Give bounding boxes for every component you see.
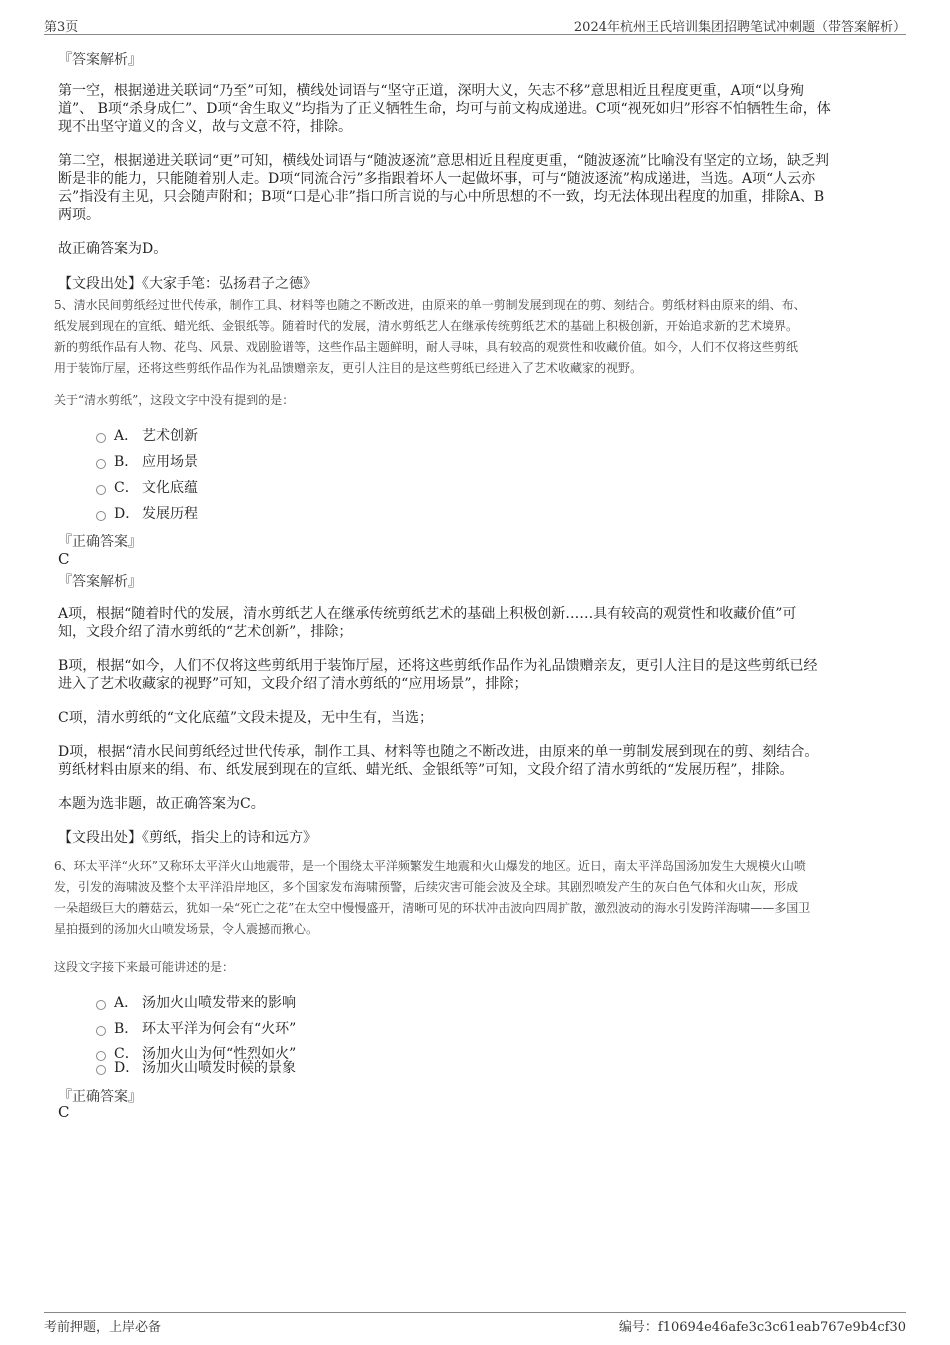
option-text: 汤加火山喷发时候的景象 bbox=[142, 1060, 296, 1076]
option-letter: B． bbox=[114, 1021, 139, 1037]
text-line: A项，根据“随着时代的发展，清水剪纸艺人在继承传统剪纸艺术的基础上积极创新……具有较高的观赏性和收藏价值”可 bbox=[58, 606, 797, 622]
conclusion: 本题为选非题，故正确答案为C。 bbox=[58, 796, 265, 812]
text-line: 6、环太平洋“火环”又称环太平洋火山地震带，是一个围绕太平洋频繁发生地震和火山爆发的地区。近日，南太平洋岛国汤加发生大规模火山喷 bbox=[54, 859, 806, 873]
text-line: 道”、 B项“杀身成仁”、D项“舍生取义”均指为了正义牺牲生命，均可与前文构成递进。C项“视死如归”形容不怕牺牲生命，体 bbox=[58, 101, 831, 117]
option-text: 汤加火山喷发带来的影响 bbox=[142, 995, 296, 1011]
conclusion: 故正确答案为D。 bbox=[58, 241, 168, 257]
document-id: 编号：f10694e46afe3c3c61eab767e9b4cf30 bbox=[618, 1320, 906, 1335]
option-text: 发展历程 bbox=[142, 506, 198, 522]
footer-slogan: 考前押题，上岸必备 bbox=[44, 1320, 162, 1335]
option-d[interactable] bbox=[96, 503, 198, 521]
option-text: 汤加火山为何“性烈如火” bbox=[142, 1046, 297, 1062]
text-line: 用于装饰厅屋，还将这些剪纸作品作为礼品馈赠亲友，更引人注目的是这些剪纸已经进入了艺术收藏家的视野。 bbox=[54, 361, 643, 375]
radio-icon[interactable] bbox=[96, 433, 106, 443]
analysis-paragraph-2 bbox=[58, 152, 829, 224]
text-line: 星拍摄到的汤加火山喷发场景，令人震撼而揪心。 bbox=[54, 922, 319, 936]
answer-label: 『正确答案』 bbox=[58, 1089, 142, 1105]
question-6-prompt: 这段文字接下来最可能讲述的是： bbox=[54, 960, 235, 974]
option-text: 应用场景 bbox=[142, 454, 198, 470]
option-a[interactable] bbox=[96, 992, 296, 1010]
question-5-passage bbox=[54, 295, 806, 379]
option-a[interactable] bbox=[96, 425, 198, 443]
answer-value: C bbox=[58, 1103, 70, 1121]
text-line: 第一空，根据递进关联词“乃至”可知，横线处词语与“坚守正道，深明大义，矢志不移”意思相近且程度更重，A项“以身殉 bbox=[58, 83, 804, 99]
text-line: 现不出坚守道义的含义，故与文意不符，排除。 bbox=[58, 119, 352, 135]
option-b[interactable] bbox=[96, 1018, 296, 1036]
answer-value: C bbox=[58, 550, 70, 568]
source-citation: 【文段出处】《剪纸，指尖上的诗和远方》 bbox=[58, 830, 317, 846]
analysis-paragraph-1 bbox=[58, 82, 831, 136]
radio-icon[interactable] bbox=[96, 1000, 106, 1010]
text-line: D项，根据“清水民间剪纸经过世代传承，制作工具、材料等也随之不断改进，由原来的单一剪制发展到现在的剪、刻结合。 bbox=[58, 744, 819, 760]
text-line: 进入了艺术收藏家的视野”可知，文段介绍了清水剪纸的“应用场景”，排除； bbox=[58, 676, 528, 692]
page-footer bbox=[44, 1312, 906, 1335]
question-6-passage bbox=[54, 856, 810, 940]
source-citation: 【文段出处】《大家手笔：弘扬君子之德》 bbox=[58, 276, 317, 292]
option-letter: A． bbox=[114, 995, 139, 1011]
radio-icon[interactable] bbox=[96, 511, 106, 521]
option-text: 艺术创新 bbox=[142, 428, 198, 444]
analysis-label: 『答案解析』 bbox=[58, 52, 142, 68]
text-line: 5、清水民间剪纸经过世代传承，制作工具、材料等也随之不断改进，由原来的单一剪制发展到现在的剪、刻结合。剪纸材料由原来的绢、布、 bbox=[54, 298, 806, 312]
option-text: 环太平洋为何会有“火环” bbox=[142, 1021, 297, 1037]
document-title: 2024年杭州王氏培训集团招聘笔试冲刺题（带答案解析） bbox=[573, 20, 906, 35]
analysis-a bbox=[58, 605, 796, 641]
analysis-b bbox=[58, 657, 817, 693]
answer-label: 『正确答案』 bbox=[58, 534, 142, 550]
option-letter: D． bbox=[114, 506, 140, 522]
text-line: 剪纸材料由原来的绢、布、纸发展到现在的宣纸、蜡光纸、金银纸等”可知，文段介绍了清水剪纸的“发展历程”，排除。 bbox=[58, 762, 794, 778]
analysis-label: 『答案解析』 bbox=[58, 574, 142, 590]
radio-icon[interactable] bbox=[96, 459, 106, 469]
text-line: 知，文段介绍了清水剪纸的“艺术创新”，排除； bbox=[58, 624, 353, 640]
option-letter: A． bbox=[114, 428, 139, 444]
question-5-prompt: 关于“清水剪纸”，这段文字中没有提到的是： bbox=[54, 393, 295, 407]
option-letter: D． bbox=[114, 1060, 140, 1076]
text-line: B项，根据“如今，人们不仅将这些剪纸用于装饰厅屋，还将这些剪纸作品作为礼品馈赠亲友，更引人注目的是这些剪纸已经 bbox=[58, 658, 818, 674]
text-line: 纸发展到现在的宣纸、蜡光纸、金银纸等。随着时代的发展，清水剪纸艺人在继承传统剪纸艺术的基础上积极创新，开始追求新的艺术境界。 bbox=[54, 319, 799, 333]
text-line: 云”指没有主见，只会随声附和；B项“口是心非”指口所言说的与心中所思想的不一致，均无法体现出程度的加重，排除A、B bbox=[58, 189, 825, 205]
radio-icon[interactable] bbox=[96, 1065, 106, 1075]
text-line: 发，引发的海啸波及整个太平洋沿岸地区，多个国家发布海啸预警，后续灾害可能会波及全球。其剧烈喷发产生的灰白色气体和火山灰，形成 bbox=[54, 880, 799, 894]
option-d[interactable] bbox=[96, 1057, 296, 1075]
text-line: 一朵超级巨大的蘑菇云，犹如一朵“死亡之花”在太空中慢慢盛开，清晰可见的环状冲击波向四周扩散，激烈波动的海水引发跨洋海啸——多国卫 bbox=[54, 901, 811, 915]
option-b[interactable] bbox=[96, 451, 198, 469]
option-letter: B． bbox=[114, 454, 139, 470]
text-line: 两项。 bbox=[58, 207, 100, 223]
radio-icon[interactable] bbox=[96, 1026, 106, 1036]
option-text: 文化底蕴 bbox=[142, 480, 198, 496]
text-line: 新的剪纸作品有人物、花鸟、风景、戏剧脸谱等，这些作品主题鲜明，耐人寻味，具有较高的观赏性和收藏价值。如今，人们不仅将这些剪纸 bbox=[54, 340, 799, 354]
analysis-d bbox=[58, 743, 818, 779]
option-c[interactable] bbox=[96, 477, 198, 495]
option-letter: C． bbox=[114, 480, 139, 496]
analysis-c: C项，清水剪纸的“文化底蕴”文段未提及，无中生有，当选； bbox=[58, 710, 434, 726]
page-header bbox=[44, 14, 906, 35]
page-number: 第3页 bbox=[44, 20, 79, 35]
text-line: 第二空，根据递进关联词“更”可知，横线处词语与“随波逐流”意思相近且程度更重，“随波逐流”比喻没有坚定的立场，缺乏判 bbox=[58, 153, 829, 169]
option-letter: C． bbox=[114, 1046, 139, 1062]
radio-icon[interactable] bbox=[96, 485, 106, 495]
text-line: 断是非的能力，只能随着别人走。D项“同流合污”多指跟着坏人一起做坏事，可与“随波逐流”构成递进，当选。A项“人云亦 bbox=[58, 171, 816, 187]
